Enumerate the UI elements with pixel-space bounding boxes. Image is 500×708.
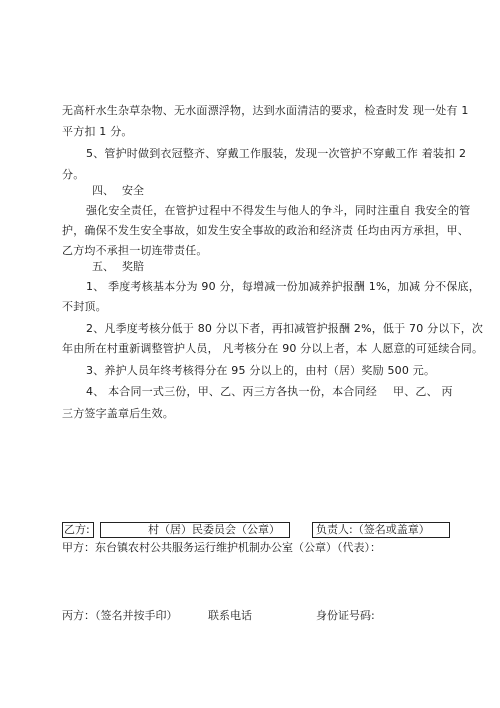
- paragraph-line: 年由所在村重新调整管护人员， 凡考核分在 90 分以上者，本 人愿意的可延续合同。: [62, 342, 484, 355]
- paragraph-line: 4、 本合同一式三份，甲、乙、丙三方各执一份，本合同经: [86, 385, 377, 398]
- jia-signature-line: 甲方：东台镇农村公共服务运行维护机制办公室（公章）（代表）：: [62, 541, 381, 554]
- bing-id-label: 身份证号码:: [316, 609, 375, 622]
- paragraph-line: 强化安全责任，在管护过程中不得发生与他人的争斗，同时注重自 我安全的管: [86, 204, 471, 217]
- yi-label: 乙方:: [64, 523, 90, 536]
- section-number: 五、: [92, 260, 114, 273]
- paragraph-line: 三方签字盖章后生效。: [62, 407, 174, 420]
- yi-signature-row: [62, 522, 448, 538]
- paragraph-line: 5、管护时做到衣冠整齐、穿戴工作服装，发现一次管护不穿戴工作 着装扣 2: [86, 147, 467, 160]
- paragraph-line: 护，确保不发生安全事故，如发生安全事故的政治和经济责 任均由丙方承担，甲、: [62, 224, 469, 237]
- paragraph-line: 无高杆水生杂草杂物、无水面漂浮物，达到水面清洁的要求，检查时发 现一处有 1: [62, 104, 469, 117]
- paragraph-line: 甲、乙、 丙: [393, 385, 453, 398]
- paragraph-line: 2、凡季度考核分低于 80 分以下者，再扣减管护报酬 2%，低于 70 分以下，次: [86, 322, 484, 335]
- paragraph-line: 平方扣 1 分。: [62, 125, 133, 138]
- section-title: 奖賠: [122, 260, 144, 273]
- paragraph-line: 不封顶。: [62, 300, 107, 313]
- paragraph-line: 1、 季度考核基本分为 90 分，每增减一份加减养护报酬 1%，加减 分不保底，: [86, 280, 480, 293]
- section-title: 安全: [122, 184, 144, 197]
- yi-responsible-label: 负责人:（签名或盖章）: [316, 523, 430, 536]
- paragraph-line: 3、养护人员年终考核得分在 95 分以上的，由村（居）奖励 500 元。: [86, 364, 436, 377]
- section-number: 四、: [92, 184, 114, 197]
- paragraph-line: 乙方均不承担一切连带责任。: [62, 244, 208, 257]
- paragraph-line: 分。: [62, 168, 85, 181]
- bing-signature-label: 丙方：（签名并按手印）: [62, 609, 178, 622]
- yi-org-label: 村（居）民委员会（公章）: [148, 523, 280, 536]
- bing-contact-label: 联系电话: [208, 609, 252, 622]
